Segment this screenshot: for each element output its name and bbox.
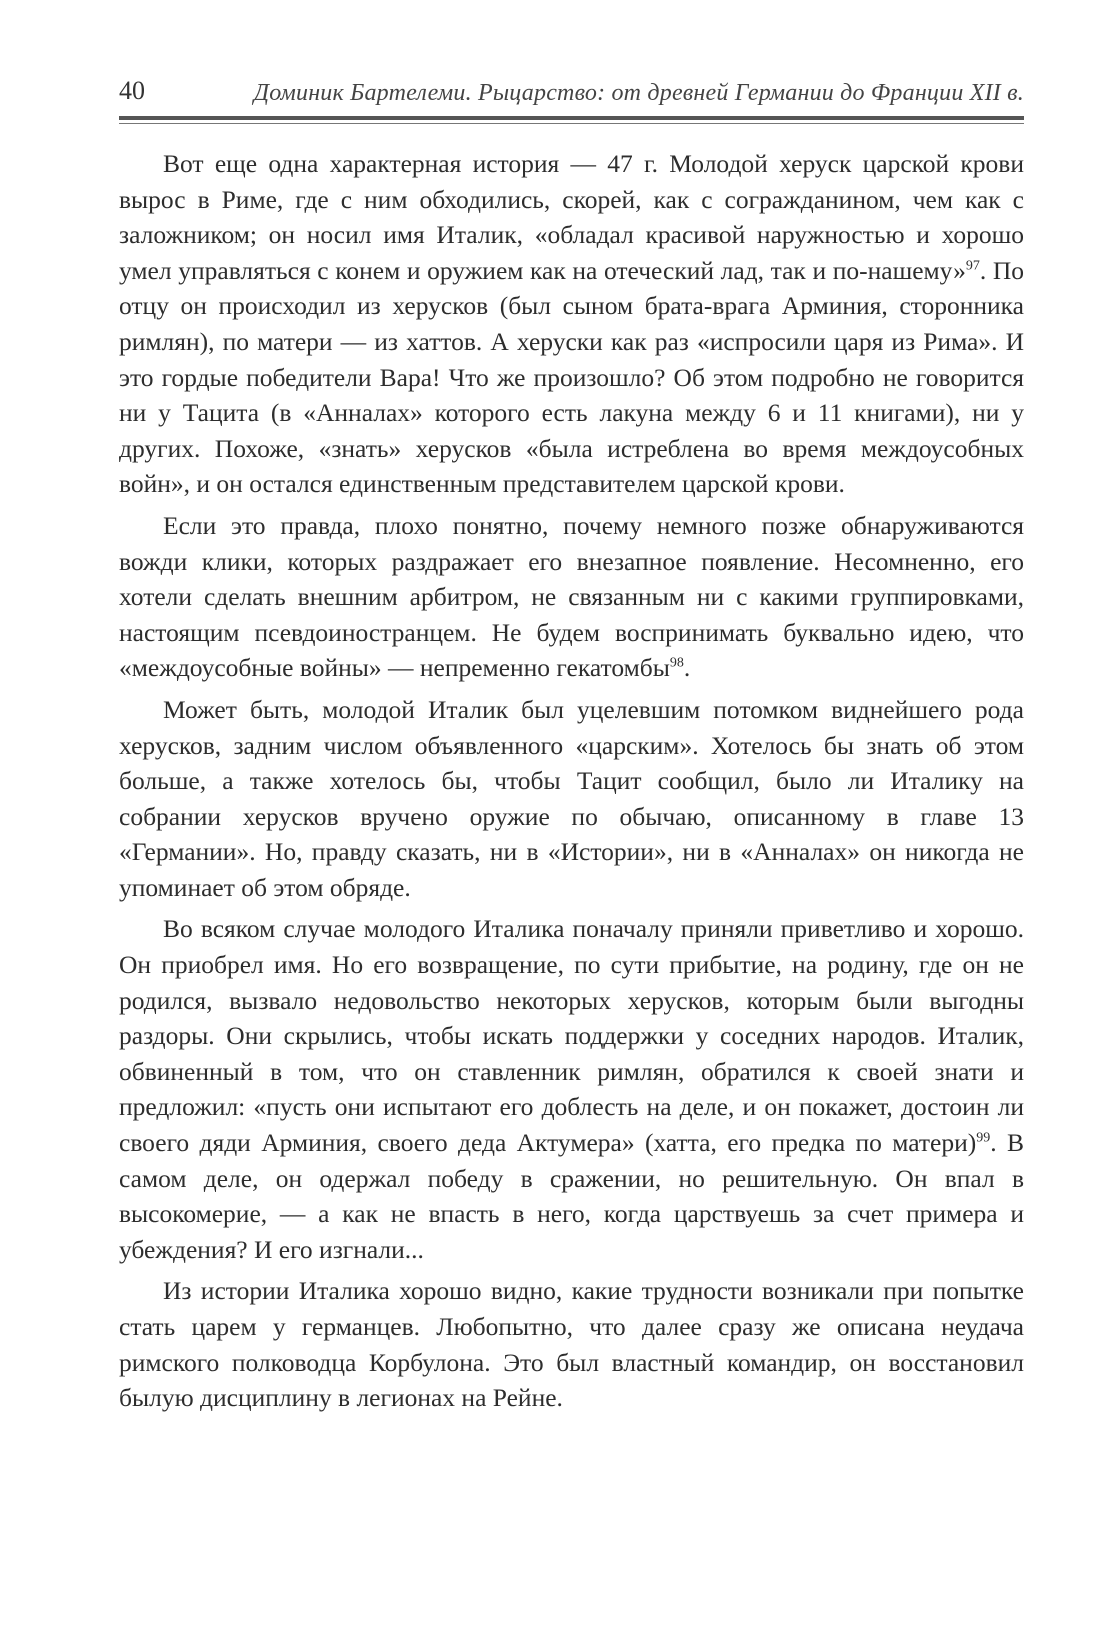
- header-rule-thin: [119, 123, 1024, 124]
- paragraph-text: . По отцу он происходил из херусков (был сыном брата-врага Арминия, сторонника римлян), по матери — из хаттов. А херуски как раз «испросили царя из Рима». И это гордые победители Вара! Что же произошло? Об этом подробно не говорится ни у Тацита (в «Анналах» которого есть лакуна между 6 и 11 книгами), ни у других. Похоже, «знать» херусков «была истреблена во время междоусобных войн», и он остался единственным представителем царской крови.: [119, 255, 1025, 499]
- paragraph-1: [119, 146, 1024, 502]
- paragraph-text: .: [683, 653, 691, 683]
- paragraph-text: . В самом деле, он одержал победу в сражении, но решительную. Он впал в высокомерие, — а как не впасть в него, когда царствуешь за счет примера и убеждения? И его изгнали...: [119, 1128, 1025, 1264]
- paragraph-3: [119, 692, 1024, 906]
- running-head: [119, 72, 1024, 112]
- footnote-ref-99: 99: [976, 1130, 991, 1146]
- footnote-ref-98: 98: [669, 655, 684, 671]
- paragraph-4: [119, 911, 1024, 1267]
- page-number: 40: [119, 76, 145, 105]
- paragraph-text: Во всяком случае молодого Италика поначалу приняли приветливо и хорошо. Он приобрел имя. Но его возвращение, по сути прибытие, на родину, где он не родился, вызвало недовольство некоторых херусков, которым были выгодны раздоры. Они скрылись, чтобы искать поддержки у соседних народов. Италик, обвиненный в том, что он ставленник римлян, обратился к своей знати и предложил: «пусть они испытают его доблесть на деле, и он покажет, достоин ли своего дяди Арминия, своего деда Актумера» (хатта, его предка по матери): [119, 914, 1024, 1158]
- paragraph-text: Может быть, молодой Италик был уцелевшим потомком виднейшего рода херусков, задним числом объявленного «царским». Хотелось бы знать об этом больше, а также хотелось бы, чтобы Тацит сообщил, было ли Италику на собрании херусков вручено оружие по обычаю, описанному в главе 13 «Германии». Но, правду сказать, ни в «Истории», ни в «Анналах» он никогда не упоминает об этом обряде.: [119, 694, 1024, 902]
- paragraph-text: Из истории Италика хорошо видно, какие трудности возникали при попытке стать царем у германцев. Любопытно, что далее сразу же описана неудача римского полководца Корбулона. Это был властный командир, он восстановил былую дисциплину в легионах на Рейне.: [119, 1276, 1024, 1413]
- paragraph-5: [119, 1273, 1024, 1415]
- paragraph-2: [119, 508, 1024, 686]
- text-body: [119, 146, 1024, 1416]
- paragraph-text: Вот еще одна характерная история — 47 г. Молодой херуск царской крови вырос в Риме, где с ним обходились, скорей, как с согражданином, чем как с заложником; он носил имя Италик, «обладал красивой наружностью и хорошо умел управляться с конем и оружием как на отеческий лад, так и по-нашему»: [119, 149, 1024, 285]
- running-title: Доминик Бартелеми. Рыцарство: от древней Германии до Франции XII в.: [253, 80, 1024, 106]
- header-rule-thick: [119, 116, 1024, 120]
- paragraph-text: Если это правда, плохо понятно, почему немного позже обнаруживаются вожди клики, которых раздражает его внезапное появление. Несомненно, его хотели сделать внешним арбитром, не связанным ни с какими группировками, настоящим псевдоиностранцем. Не будем воспринимать буквально идею, что «междоусобные войны» — непременно гекатомбы: [119, 510, 1024, 683]
- footnote-ref-97: 97: [965, 258, 980, 274]
